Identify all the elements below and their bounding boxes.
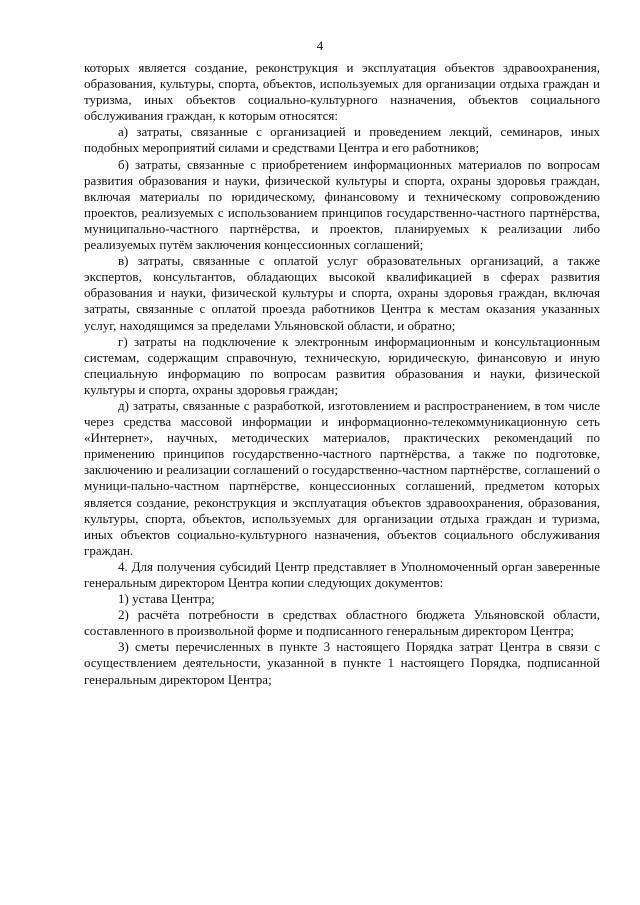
paragraph-item-g: г) затраты на подключение к электронным информационным и консультационным системам, содержащим справочную, техническую, юридическую, финансовую и иную специальную информацию по вопросам развития образования и науки, физической культуры и спорта, охраны здоровья граждан; <box>84 333 600 397</box>
paragraph-item-a: а) затраты, связанные с организацией и проведением лекций, семинаров, иных подобных мероприятий силами и средствами Центра и его работников; <box>84 124 600 156</box>
paragraph-item-b: б) затраты, связанные с приобретением информационных материалов по вопросам развития образования и науки, физической культуры и спорта, охраны здоровья граждан, включая материалы по юридическому, финансовому и техническому сопровождению проектов, реализуемых с использованием принципов государственно-частного партнёрства, муниципально-частного партнёрства, и проектов, планируемых к реализации либо реализуемых путём заключения концессионных соглашений; <box>84 156 600 253</box>
paragraph-item-d: д) затраты, связанные с разработкой, изготовлением и распространением, в том числе через средства массовой информации и информационно-телекоммуникационную сеть «Интернет», научных, методических материалов, практических рекомендаций по применению принципов государственно-частного партнёрства, а также по подготовке, заключению и реализации соглашений о государственно-частном партнёрстве, соглашений о муници-пально-частном партнёрстве, концессионных соглашений, предметом которых является создание, реконструкция и эксплуатация объектов здравоохранения, образования, культуры, спорта, объектов, используемых для организации отдыха граждан и туризма, иных объектов социально-культурного назначения, объектов социального обслуживания граждан. <box>84 397 600 558</box>
paragraph-continuation: которых является создание, реконструкция и эксплуатация объектов здравоохранения, образования, культуры, спорта, объектов, используемых для организации отдыха граждан и туризма, иных объектов социально-культурного назначения, объектов социального обслуживания граждан, к которым относятся: <box>84 60 600 124</box>
page-number: 4 <box>316 38 324 53</box>
paragraph-list-2: 2) расчёта потребности в средствах областного бюджета Ульяновской области, составленного в произвольной форме и подписанного генеральным директором Центра; <box>84 607 600 639</box>
paragraph-item-v: в) затраты, связанные с оплатой услуг образовательных организаций, а также экспертов, консультантов, обладающих высокой квалификацией в сферах развития образования и науки, физической культуры и спорта, охраны здоровья граждан, включая затраты, связанные с оплатой проезда работников Центра к местам оказания указанных услуг, находящимся за пределами Ульяновской области, и обратно; <box>84 253 600 333</box>
document-body <box>84 60 600 688</box>
paragraph-list-1: 1) устава Центра; <box>118 591 215 607</box>
paragraph-clause-4: 4. Для получения субсидий Центр представляет в Уполномоченный орган заверенные генеральным директором Центра копии следующих документов: <box>84 558 600 590</box>
paragraph-list-3: 3) сметы перечисленных в пункте 3 настоящего Порядка затрат Центра в связи с осуществлением деятельности, указанной в пункте 1 настоящего Порядка, подписанной генеральным директором Центра; <box>84 639 600 687</box>
